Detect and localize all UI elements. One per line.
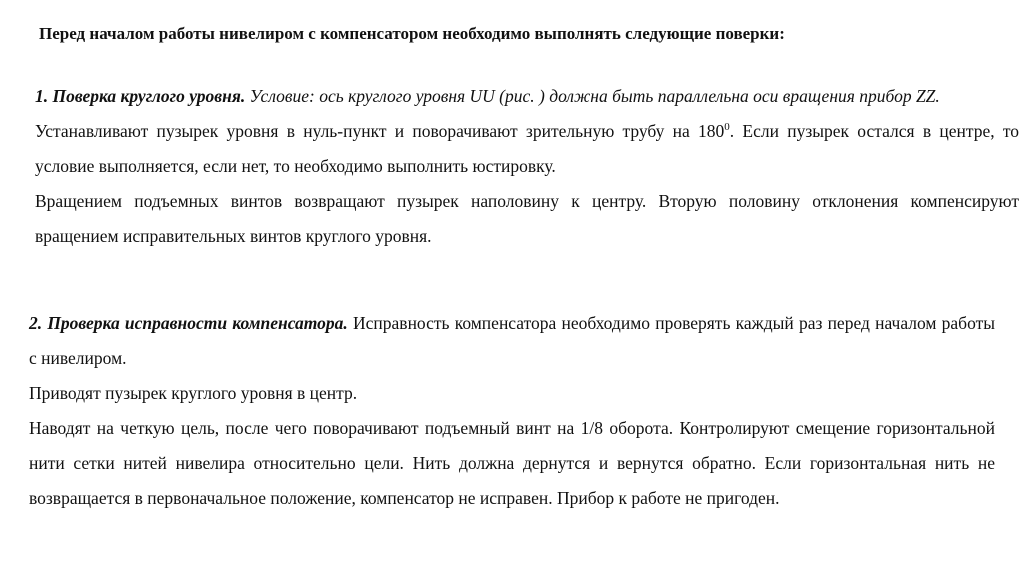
section1-p1-degree: 0	[724, 121, 730, 134]
section1-title: 1. Поверка круглого уровня.	[35, 86, 246, 106]
section2-intro: Исправность компенсатора необходимо проверять каждый раз перед началом работы с нивелиром.	[29, 313, 996, 368]
section2-title: 2. Проверка исправности компенсатора.	[29, 313, 348, 333]
section1-condition: Условие: ось круглого уровня UU (рис. ) должна быть параллельна оси вращения прибор ZZ.	[249, 86, 940, 106]
section-circular-level-check	[35, 79, 1019, 254]
section1-paragraph-2: Вращением подъемных винтов возвращают пузырек наполовину к центру. Вторую половину отклонения компенсируют вращением исправительных винтов круглого уровня.	[35, 191, 1019, 246]
section2-paragraph-2: Наводят на четкую цель, после чего поворачивают подъемный винт на 1/8 оборота. Контролируют смещение горизонтальной нити сетки нитей нивелира относительно цели. Нить должна дернутся и вернутся обратно. Если горизонтальная нить не возвращается в первоначальное положение, компенсатор не исправен. Прибор к работе не пригоден.	[29, 418, 995, 508]
section-compensator-check	[29, 306, 995, 516]
section1-p1-after: . Если пузырек остался в центре, то условие выполняется, если нет, то необходимо выполнить юстировку.	[35, 121, 1019, 176]
section1-paragraph-1	[35, 114, 1019, 184]
section1-p1-before: Устанавливают пузырек уровня в нуль-пункт и поворачивают зрительную трубу на 180	[35, 121, 725, 141]
section2-paragraph-1: Приводят пузырек круглого уровня в центр.	[29, 383, 358, 403]
section2-intro-paragraph	[29, 306, 995, 376]
section1-condition-paragraph	[35, 79, 1019, 114]
page-heading: Перед началом работы нивелиром с компенсатором необходимо выполнять следующие поверки:	[39, 24, 785, 43]
